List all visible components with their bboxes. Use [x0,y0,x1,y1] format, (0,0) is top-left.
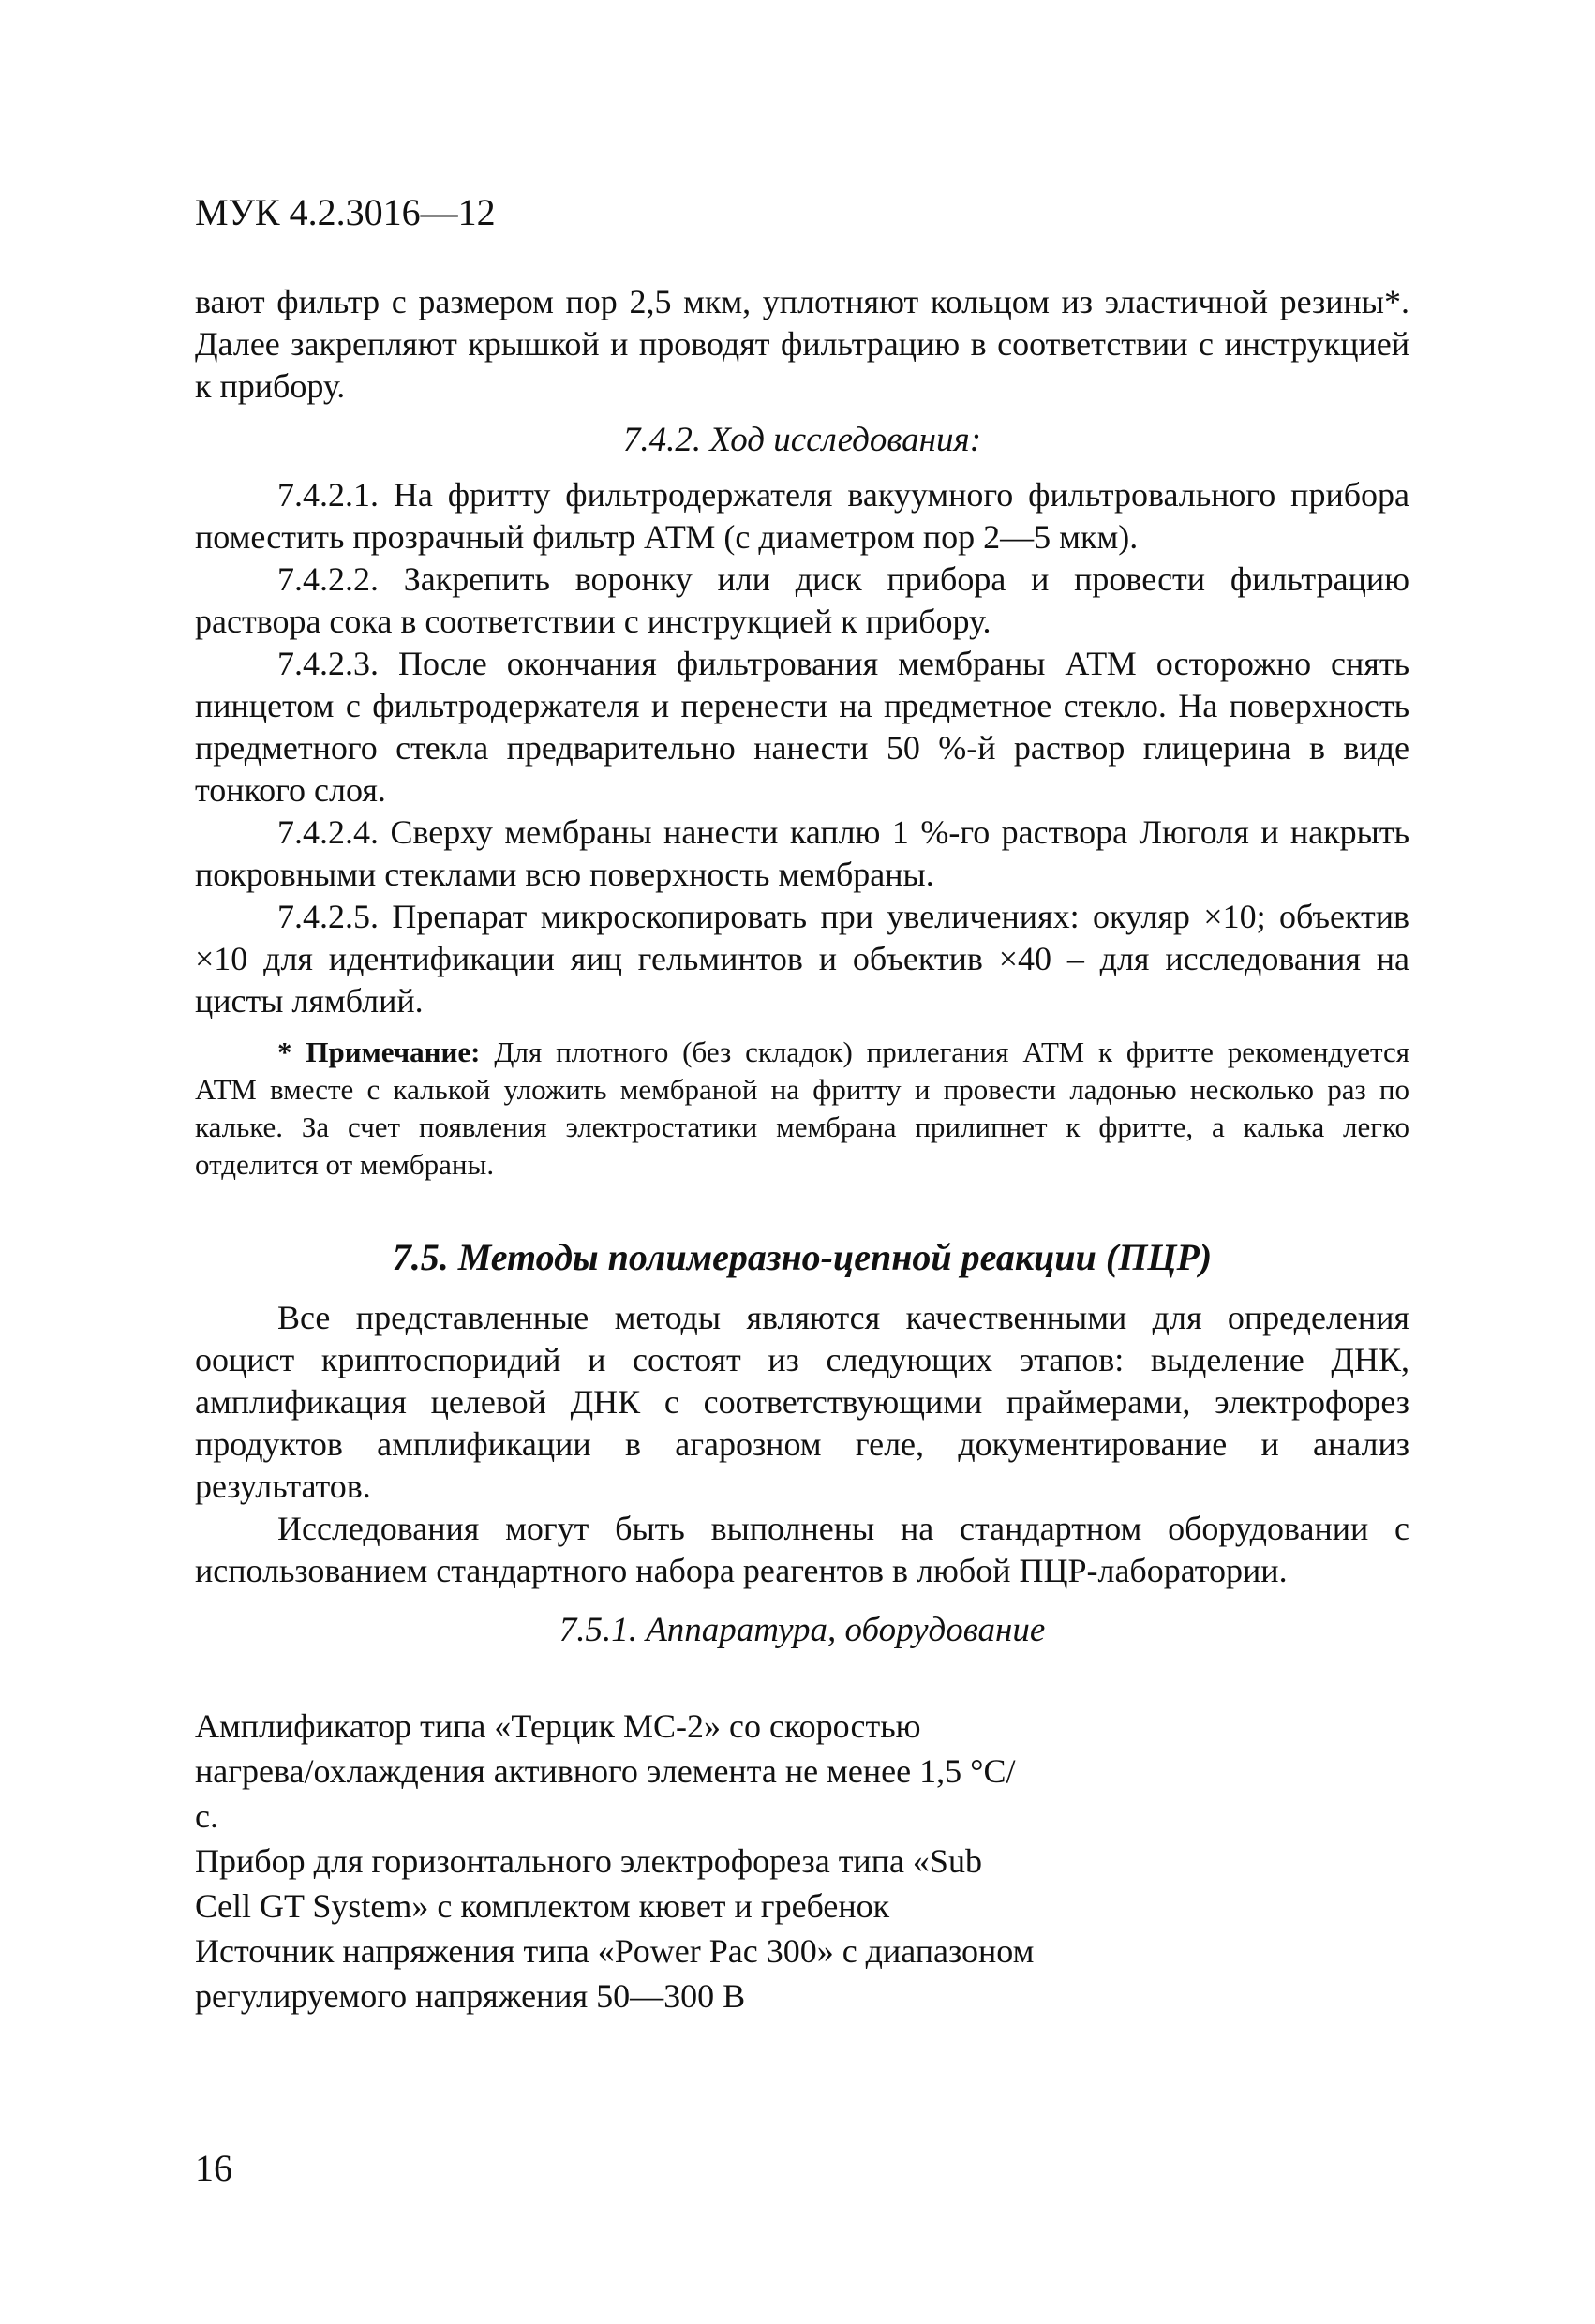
equipment-list [195,1704,1038,2019]
upper-text-block [195,281,1409,1184]
document-code-header: МУК 4.2.3016—12 [195,191,496,233]
footnote-text: Для плотного (без складок) прилегания АТМ к фритте рекомендуется АТМ вместе с калькой уложить мембраной на фритту и провести ладонью несколько раз по кальке. За счет появления электростатики мембрана прилипнет к фритте, а калька легко отделится от мембраны. [195,1035,1409,1181]
equipment-item: Амплификатор типа «Терцик МС-2» со скоростью нагрева/охлаждения активного элемента не менее 1,5 °С/с. [195,1707,1016,1835]
step-paragraph: 7.4.2.3. После окончания фильтрования мембраны АТМ осторожно снять пинцетом с фильтродержателя и перенести на предметное стекло. На поверхность предметного стекла предварительно нанести 50 %-й раствор глицерина в виде тонкого слоя. [195,645,1409,809]
step-paragraph: 7.4.2.5. Препарат микроскопировать при увеличениях: окуляр ×10; объектив ×10 для идентификации яиц гельминтов и объектив ×40 – для исследования на цисты лямблий. [195,898,1409,1020]
step-paragraph: 7.4.2.1. На фритту фильтродержателя вакуумного фильтровального прибора поместить прозрачный фильтр АТМ (с диаметром пор 2—5 мкм). [195,476,1409,556]
section-paragraph: Исследования могут быть выполнены на стандартном оборудовании с использованием стандартного набора реагентов в любой ПЦР-лаборатории. [195,1510,1409,1589]
equipment-item: Прибор для горизонтального электрофореза типа «Sub Cell GT System» с комплектом кювет и гребенок [195,1842,982,1925]
section-title: 7.5. Методы полимеразно-цепной реакции (ПЦР) [392,1236,1213,1278]
subheading-procedure: 7.4.2. Ход исследования: [622,421,982,459]
footnote [195,1034,1409,1184]
page-number: 16 [195,2147,232,2189]
equipment-item: Источник напряжения типа «Power Pac 300» с диапазоном регулируемого напряжения 50—300 В [195,1932,1035,2015]
footnote-label: * Примечание: [277,1035,481,1068]
continued-paragraph: вают фильтр с размером пор 2,5 мкм, уплотняют кольцом из эластичной резины*. Далее закрепляют крышкой и проводят фильтрацию в соответствии с инструкцией к прибору. [195,283,1409,405]
step-paragraph: 7.4.2.4. Сверху мембраны нанести каплю 1 %-го раствора Люголя и накрыть покровными стеклами всю поверхность мембраны. [195,813,1409,893]
section-paragraph: Все представленные методы являются качественными для определения ооцист криптоспоридий и состоят из следующих этапов: выделение ДНК, амплификация целевой ДНК с соответствующими праймерами, электрофорез продуктов амплификации в агарозном геле, документирование и анализ результатов. [195,1299,1409,1505]
subheading-equipment: 7.5.1. Аппаратура, оборудование [559,1611,1046,1649]
pcr-section-text [195,1297,1409,1651]
step-paragraph: 7.4.2.2. Закрепить воронку или диск прибора и провести фильтрацию раствора сока в соответствии с инструкцией к прибору. [195,560,1409,640]
